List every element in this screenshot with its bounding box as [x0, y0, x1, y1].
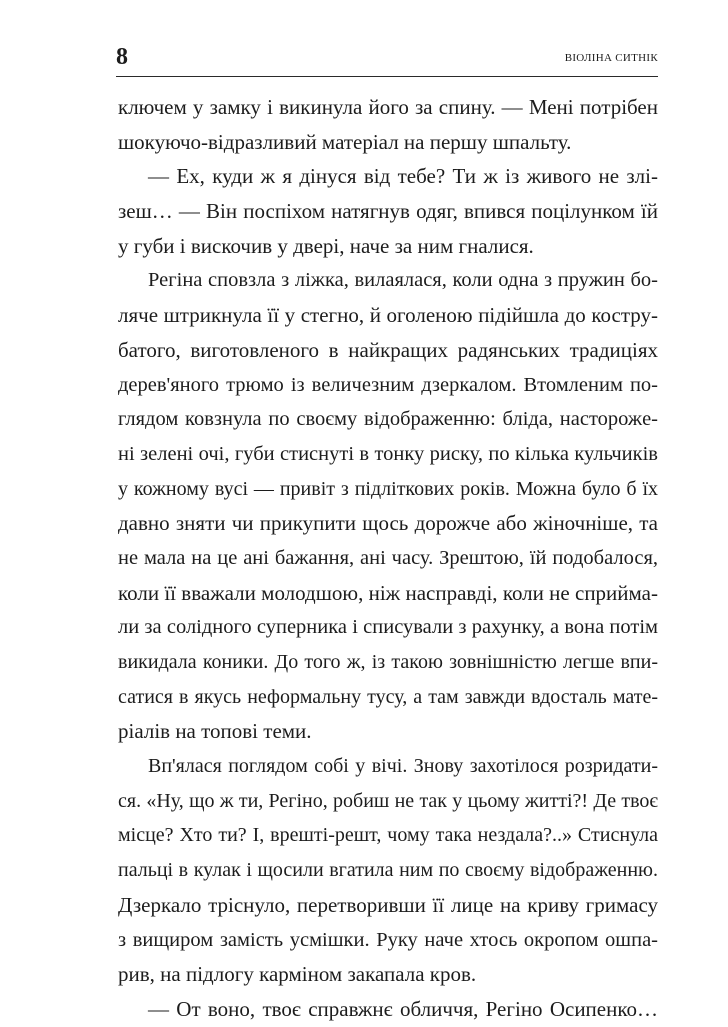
text-line: ріалів на топові теми.: [118, 719, 312, 744]
text-line: — Ех, куди ж я дінуся від тебе? Ти ж із живого не злі-: [148, 164, 658, 189]
text-line: Дзеркало тріснуло, перетворивши її лице на криву гримасу: [118, 892, 658, 917]
text-line: батого, виготовленого в найкращих радянських традиціях: [118, 337, 658, 362]
text-line: ні зелені очі, губи стиснуті в тонку риску, по кілька кульчиків: [118, 442, 658, 465]
text-line: — От воно, твоє справжнє обличчя, Регіно Осипенко…: [148, 996, 658, 1021]
text-line: Вп'ялася поглядом собі у вічі. Знову захотілося розридати-: [148, 755, 658, 778]
text-line: ключем у замку і викинула його за спину. — Мені потрібен: [118, 95, 658, 119]
text-line: не мала на це ані бажання, ані часу. Зрештою, їй подобалося,: [118, 546, 658, 569]
text-line: ся. «Ну, що ж ти, Регіно, робиш не так у цьому житті?! Де твоє: [118, 789, 658, 812]
text-line: ляче штрикнула її у стегно, й оголеною підійшла до костру-: [118, 303, 658, 328]
running-head-author: ВІОЛІНА СИТНІК: [564, 52, 658, 64]
text-line: викидала коники. До того ж, із такою зовнішністю легше впи-: [118, 651, 658, 673]
text-line: сатися в якусь неформальну тусу, а там завжди вдосталь мате-: [118, 685, 658, 708]
text-line: шокуючо-відразливий матеріал на першу шпальту.: [118, 129, 572, 154]
body-text: [118, 90, 658, 1027]
text-line: ли за солідного суперника і списували з рахунку, а вона потім: [118, 616, 658, 639]
text-line: місце? Хто ти? І, врешті-решт, чому така нездала?..» Стиснула: [118, 824, 658, 847]
text-line: з вищиром замість усмішки. Руку наче хтось окропом ошпа-: [118, 928, 658, 951]
text-line: зеш… — Він поспіхом натягнув одяг, впився поцілунком їй: [118, 199, 658, 224]
text-line: дерев'яного трюмо із величезним дзеркалом. Втомленим по-: [118, 373, 658, 396]
text-line: Регіна сповзла з ліжка, вилаялася, коли одна з пружин бо-: [148, 269, 658, 292]
text-line: у кожному вусі — привіт з підліткових років. Можна було б їх: [118, 477, 658, 500]
text-line: коли її вважали молодшою, ніж насправді, коли не сприйма-: [118, 580, 658, 605]
page-header: [116, 42, 658, 77]
text-line: пальці в кулак і щосили вгатила ним по своєму відображенню.: [118, 859, 658, 882]
text-line: рив, на підлогу карміном закапала кров.: [118, 962, 477, 987]
page-number: 8: [116, 44, 128, 70]
text-line: у губи і вискочив у двері, наче за ним гналися.: [118, 233, 534, 258]
text-line: давно зняти чи прикупити щось дорожче або жіночніше, та: [118, 511, 658, 536]
text-line: глядом ковзнула по своєму відображенню: бліда, насторожe-: [118, 408, 658, 431]
